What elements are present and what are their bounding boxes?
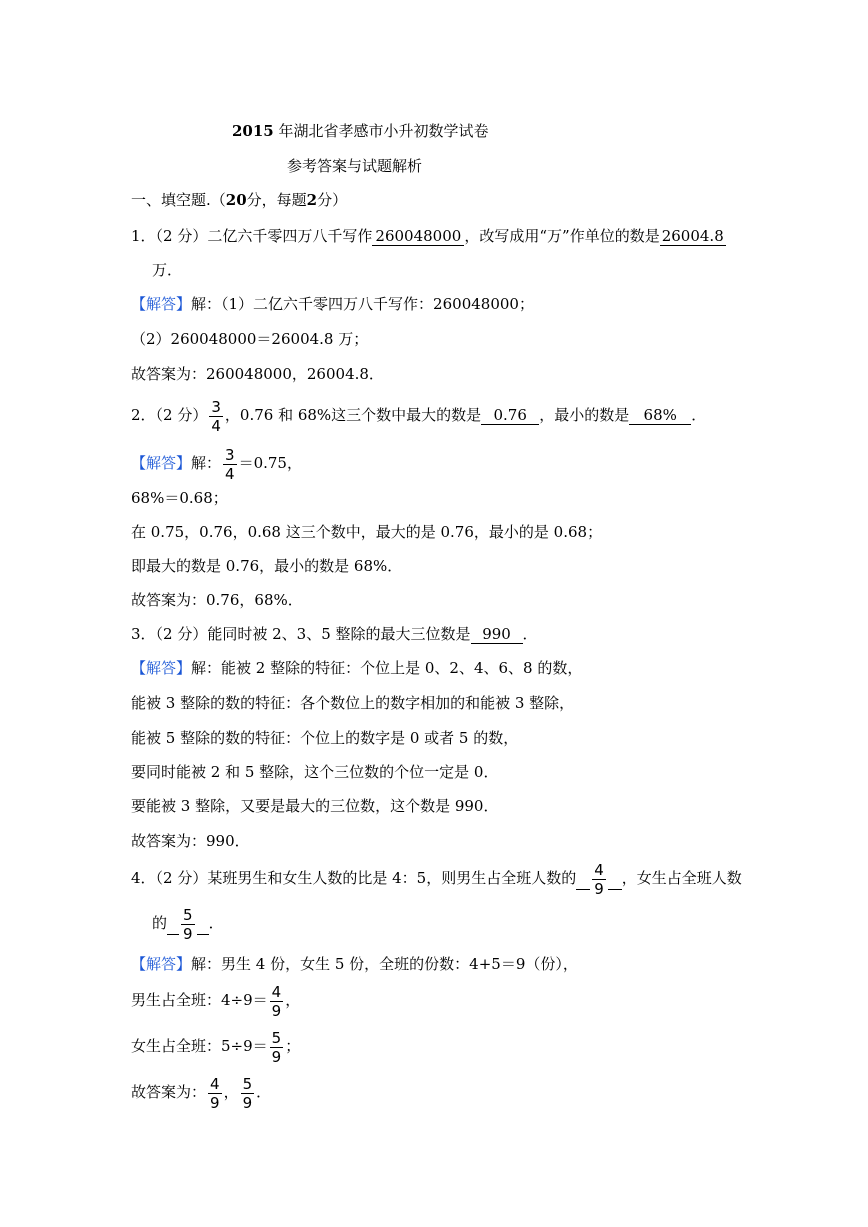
q1-solution-2: （2）260048000＝26004.8 万； (131, 330, 369, 348)
q1-answer-blank-1: 260048000 (372, 227, 464, 246)
section-pre: 一、填空题.（ (131, 191, 226, 209)
fraction-numerator: 4 (594, 860, 604, 879)
q2-solution-1 (131, 445, 302, 482)
fraction-numerator: 5 (242, 1074, 253, 1093)
blank-rule (167, 934, 179, 935)
q4-solution-text-1: 解：男生 4 份，女生 5 份，全班的份数：4+5＝9（份）， (191, 955, 578, 973)
q3-solution-4: 要同时能被 2 和 5 整除，这个三位数的个位一定是 0． (131, 763, 499, 781)
q1-solution-3: 故答案为：260048000，26004.8． (131, 365, 384, 383)
q2-solution-post: ＝0.75， (238, 454, 302, 472)
section-each: 2 (306, 191, 318, 209)
q4-solution-2 (131, 980, 300, 1020)
q2-text-a: ，0.76 和 68%这三个数中最大的数是 (224, 406, 482, 424)
blank-rule (576, 889, 590, 890)
answer-tag: 【解答】 (131, 955, 192, 973)
answer-tag: 【解答】 (131, 295, 192, 313)
page-subtitle: 参考答案与试题解析 (287, 157, 423, 175)
q3-solution-5: 要能被 3 整除，又要是最大的三位数，这个数是 990． (131, 797, 499, 815)
q4-solution-3-post: ； (285, 1037, 301, 1055)
q4-answer-blank-2 (167, 907, 209, 942)
q1-text-b: ，改写成用“万”作单位的数是 (464, 227, 660, 245)
q4-text-a: 4．（2 分）某班男生和女生人数的比是 4：5，则男生占全班人数的 (131, 869, 577, 887)
section-heading (131, 190, 347, 210)
fraction-numerator: 4 (210, 1074, 220, 1093)
section-score: 20 (225, 191, 247, 209)
section-post: 分） (317, 191, 348, 209)
q4-text-b: ，女生占全班人数 (621, 869, 742, 887)
q4-solution-1 (131, 954, 578, 974)
q2-answer-blank-1: 0.76 (481, 406, 539, 425)
q4-solution-2-post: ， (285, 991, 301, 1009)
question-3 (131, 624, 538, 644)
page-title (232, 121, 489, 141)
question-4-cont (152, 903, 224, 943)
fraction-denominator: 9 (242, 1093, 253, 1112)
fraction-numerator: 4 (271, 982, 282, 1001)
q4-text-d: ． (208, 914, 224, 932)
q3-solution-3: 能被 5 整除的数的特征：个位上的数字是 0 或者 5 的数， (131, 729, 519, 747)
q2-solution-2: 68%＝0.68； (131, 489, 228, 507)
title-year: 2015 (232, 122, 274, 140)
fraction-denominator: 9 (183, 924, 193, 943)
q2-solution-fraction (223, 447, 237, 482)
q3-solution-6: 故答案为：990． (131, 832, 250, 850)
question-2 (131, 397, 706, 434)
blank-rule (197, 934, 209, 935)
q2-solution-3: 在 0.75，0.76，0.68 这三个数中，最大的是 0.76，最小的是 0.68； (131, 523, 603, 541)
q4-answer-fraction-2 (181, 907, 195, 942)
q1-answer-blank-2: 26004.8 (661, 227, 724, 245)
q4-solution-fraction-3 (208, 1076, 222, 1111)
answer-tag: 【解答】 (131, 454, 192, 472)
q2-solution-5: 故答案为：0.76，68%． (131, 591, 303, 609)
q4-text-c: 的 (152, 914, 168, 932)
q4-solution-3 (131, 1026, 300, 1066)
q2-solution-pre: 解： (191, 454, 222, 472)
q2-text-b: ，最小的数是 (539, 406, 630, 424)
q2-fraction (209, 399, 223, 434)
q1-text-c: 万． (152, 261, 183, 279)
q1-solution-text-1: 解：（1）二亿六千零四万八千写作：260048000； (191, 295, 534, 313)
q4-solution-4-post: ． (256, 1083, 272, 1101)
q2-text-c: ． (691, 406, 707, 424)
q3-solution-1 (131, 658, 582, 678)
fraction-denominator: 9 (271, 1047, 282, 1066)
title-text: 年湖北省孝感市小升初数学试卷 (278, 122, 489, 140)
q4-answer-blank-1 (576, 862, 622, 897)
q4-answer-fraction-1 (592, 862, 606, 897)
fraction-denominator: 9 (271, 1001, 282, 1020)
q1-text-a: 1．（2 分）二亿六千零四万八千写作 (131, 227, 373, 245)
q4-solution-4 (131, 1072, 271, 1112)
q3-text-a: 3．（2 分）能同时被 2、3、5 整除的最大三位数是 (131, 625, 471, 643)
fraction-numerator: 3 (211, 397, 221, 416)
q1-solution-1 (131, 294, 534, 314)
fraction-numerator: 5 (271, 1028, 282, 1047)
q4-solution-2-pre: 男生占全班：4÷9＝ (131, 991, 268, 1009)
q3-text-b: ． (522, 625, 538, 643)
q4-solution-fraction-2 (270, 1030, 284, 1065)
fraction-denominator: 9 (594, 879, 604, 898)
q4-solution-4-pre: 故答案为： (131, 1083, 207, 1101)
q3-answer-blank: 990 (471, 625, 523, 644)
section-mid: 分，每题 (246, 191, 307, 209)
fraction-denominator: 4 (225, 464, 235, 483)
blank-rule (608, 889, 622, 890)
q4-solution-fraction-1 (270, 984, 284, 1019)
q4-solution-4-mid: ， (223, 1083, 239, 1101)
question-1 (131, 226, 726, 246)
q4-solution-3-pre: 女生占全班：5÷9＝ (131, 1037, 268, 1055)
q2-number: 2．（2 分） (131, 406, 208, 424)
q2-solution-4: 即最大的数是 0.76，最小的数是 68%． (131, 557, 403, 575)
fraction-denominator: 4 (211, 416, 221, 435)
fraction-denominator: 9 (210, 1093, 220, 1112)
answer-tag: 【解答】 (131, 659, 192, 677)
question-4 (131, 858, 742, 898)
q3-solution-text-1: 解：能被 2 整除的特征：个位上是 0、2、4、6、8 的数， (191, 659, 583, 677)
q3-solution-2: 能被 3 整除的数的特征：各个数位上的数字相加的和能被 3 整除， (131, 694, 575, 712)
fraction-numerator: 5 (183, 905, 193, 924)
fraction-numerator: 3 (225, 445, 235, 464)
q4-solution-fraction-4 (241, 1076, 255, 1111)
q2-answer-blank-2: 68% (629, 406, 691, 425)
